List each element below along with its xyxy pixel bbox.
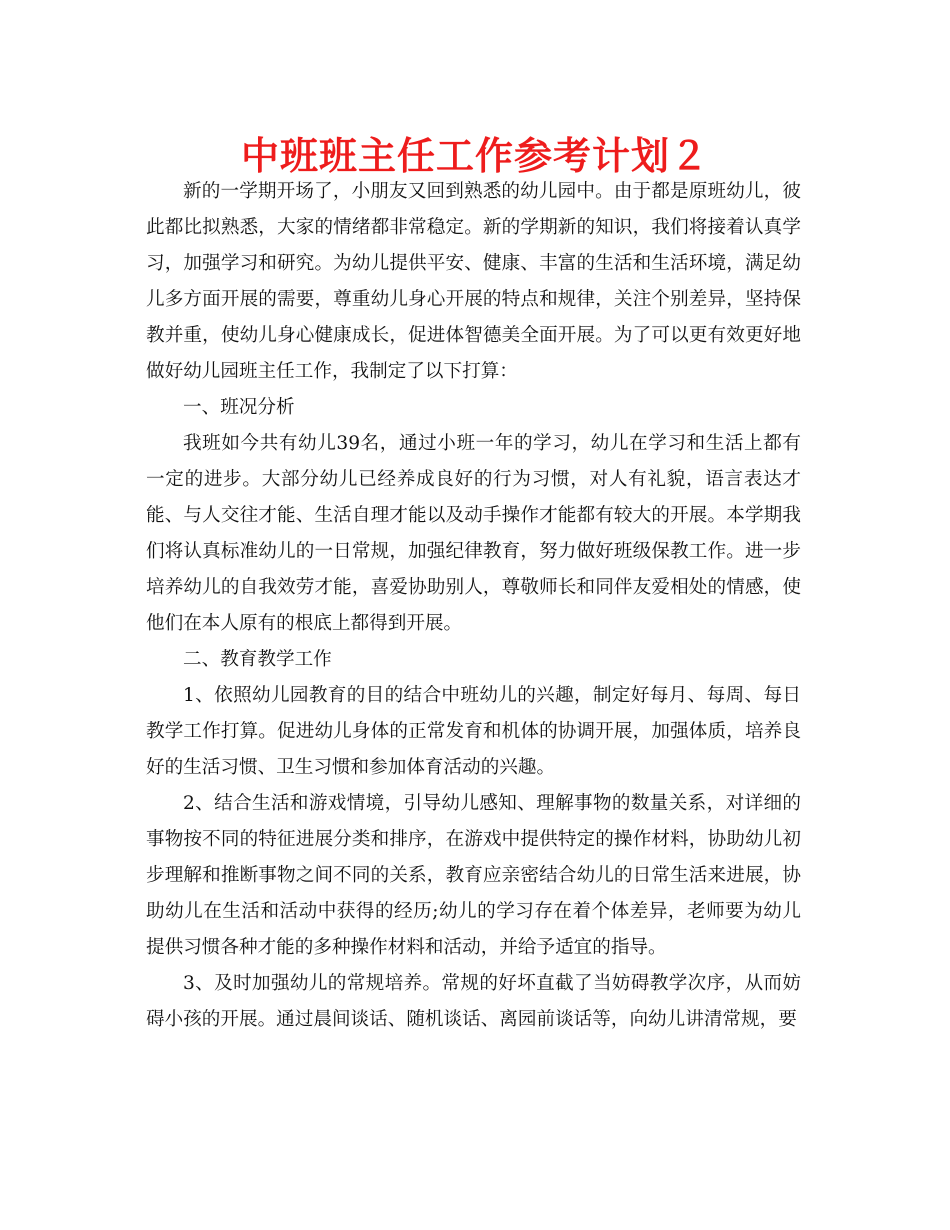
paragraph-item-2: 2、结合生活和游戏情境，引导幼儿感知、理解事物的数量关系，对详细的事物按不同的特征进展分类和排序，在游戏中提供特定的操作材料，协助幼儿初步理解和推断事物之间不同的关系，教育应亲密结合幼儿的日常生活来进展，协助幼儿在生活和活动中获得的经历;幼儿的学习存在着个体差异，老师要为幼儿提供习惯各种才能的多种操作材料和活动，并给予适宜的指导。 <box>146 793 801 958</box>
section-heading-class-analysis: 一、班况分析 <box>183 397 295 418</box>
paragraph-intro: 新的一学期开场了，小朋友又回到熟悉的幼儿园中。由于都是原班幼儿，彼此都比拟熟悉，大家的情绪都非常稳定。新的学期新的知识，我们将接着认真学习，加强学习和研究。为幼儿提供平安、健康、丰富的生活和生活环境，满足幼儿多方面开展的需要，尊重幼儿身心开展的特点和规律，关注个别差异，坚持保教并重，使幼儿身心健康成长，促进体智德美全面开展。为了可以更有效更好地做好幼儿园班主任工作，我制定了以下打算： <box>146 181 801 382</box>
section-heading-teaching-work: 二、教育教学工作 <box>183 649 332 670</box>
paragraph-class-analysis: 我班如今共有幼儿39名，通过小班一年的学习，幼儿在学习和生活上都有一定的进步。大部分幼儿已经养成良好的行为习惯，对人有礼貌，语言表达才能、与人交往才能、生活自理才能以及动手操作才能都有较大的开展。本学期我们将认真标准幼儿的一日常规，加强纪律教育，努力做好班级保教工作。进一步培养幼儿的自我效劳才能，喜爱协助别人，尊敬师长和同伴友爱相处的情感，使他们在本人原有的根底上都得到开展。 <box>146 433 801 634</box>
paragraph-item-1: 1、依照幼儿园教育的目的结合中班幼儿的兴趣，制定好每月、每周、每日教学工作打算。促进幼儿身体的正常发育和机体的协调开展，加强体质，培养良好的生活习惯、卫生习惯和参加体育活动的兴趣。 <box>146 685 801 778</box>
document-body <box>146 174 801 1038</box>
document-title: 中班班主任工作参考计划２ <box>240 134 709 178</box>
paragraph-item-3: 3、及时加强幼儿的常规培养。常规的好坏直截了当妨碍教学次序，从而妨碍小孩的开展。通过晨间谈话、随机谈话、离园前谈话等，向幼儿讲清常规，要 <box>146 973 801 1030</box>
